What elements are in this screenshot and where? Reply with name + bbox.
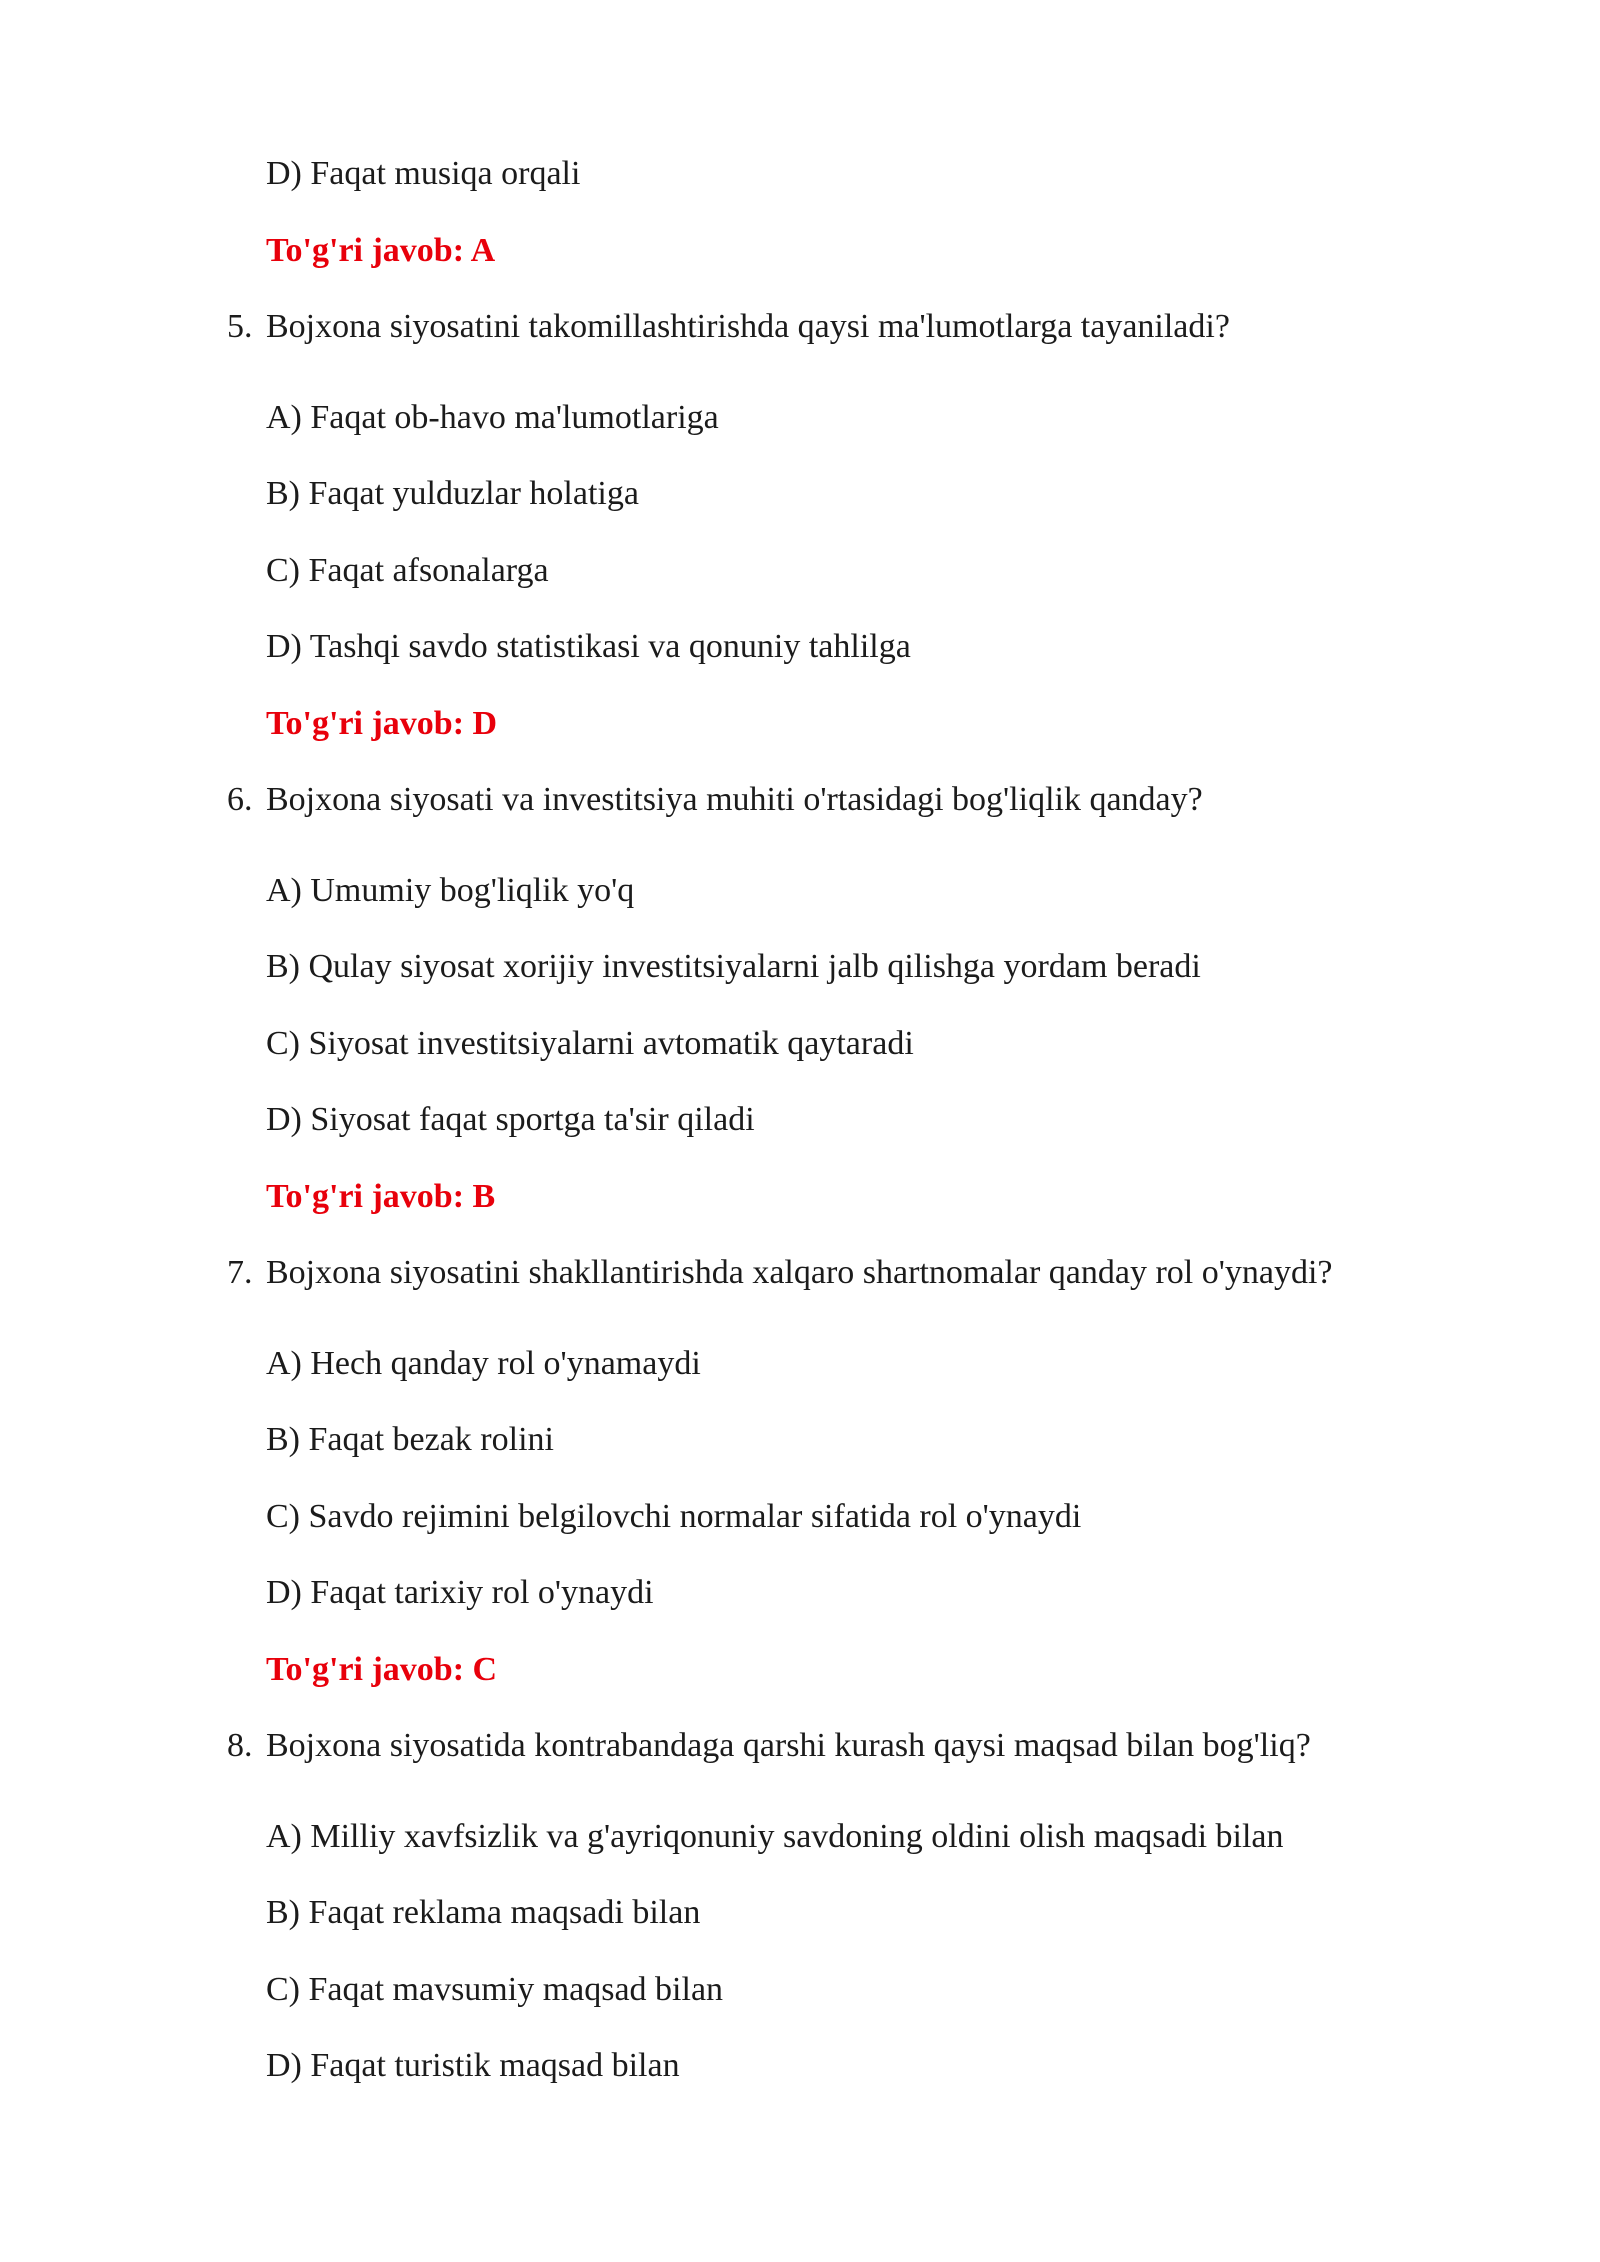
question-text: Bojxona siyosati va investitsiya muhiti o'rtasidagi bog'liqlik qanday? xyxy=(266,781,1203,818)
option-d: D) Faqat turistik maqsad bilan xyxy=(266,2047,680,2084)
option-c: C) Faqat mavsumiy maqsad bilan xyxy=(266,1970,724,2008)
option-b: B) Faqat reklama maqsadi bilan xyxy=(266,1894,701,1931)
correct-answer: To'g'ri javob: A xyxy=(266,231,496,269)
option-c: C) Siyosat investitsiyalarni avtomatik qaytaradi xyxy=(266,1024,914,1062)
question-text: Bojxona siyosatida kontrabandaga qarshi kurash qaysi maqsad bilan bog'liq? xyxy=(266,1727,1311,1764)
question-8 xyxy=(0,1708,1600,1785)
option-b: B) Faqat yulduzlar holatiga xyxy=(266,475,639,512)
question-number: 8. xyxy=(227,1727,253,1764)
option-c: C) Faqat afsonalarga xyxy=(266,551,549,589)
question-text: Bojxona siyosatini shakllantirishda xalqaro shartnomalar qanday rol o'ynaydi? xyxy=(266,1254,1333,1291)
option-d: D) Siyosat faqat sportga ta'sir qiladi xyxy=(266,1101,755,1138)
question-7 xyxy=(0,1235,1600,1312)
option-b: B) Qulay siyosat xorijiy investitsiyalarni jalb qilishga yordam beradi xyxy=(266,948,1201,985)
option-d: D) Faqat musiqa orqali xyxy=(266,155,581,192)
option-b: B) Faqat bezak rolini xyxy=(266,1421,554,1458)
option-c: C) Savdo rejimini belgilovchi normalar sifatida rol o'ynaydi xyxy=(266,1497,1082,1535)
correct-answer: To'g'ri javob: C xyxy=(266,1650,498,1688)
option-d: D) Tashqi savdo statistikasi va qonuniy tahlilga xyxy=(266,628,911,665)
question-number: 6. xyxy=(227,781,253,818)
question-5 xyxy=(0,289,1600,366)
correct-answer: To'g'ri javob: B xyxy=(266,1177,496,1215)
option-a: A) Umumiy bog'liqlik yo'q xyxy=(266,871,635,909)
question-text: Bojxona siyosatini takomillashtirishda qaysi ma'lumotlarga tayaniladi? xyxy=(266,308,1230,345)
option-a: A) Hech qanday rol o'ynamaydi xyxy=(266,1344,701,1382)
option-d: D) Faqat tarixiy rol o'ynaydi xyxy=(266,1574,654,1611)
question-6 xyxy=(0,762,1600,839)
option-a: A) Milliy xavfsizlik va g'ayriqonuniy savdoning oldini olish maqsadi bilan xyxy=(266,1817,1284,1855)
correct-answer: To'g'ri javob: D xyxy=(266,704,498,742)
question-number: 7. xyxy=(227,1254,253,1291)
question-number: 5. xyxy=(227,308,253,345)
option-a: A) Faqat ob-havo ma'lumotlariga xyxy=(266,398,719,436)
